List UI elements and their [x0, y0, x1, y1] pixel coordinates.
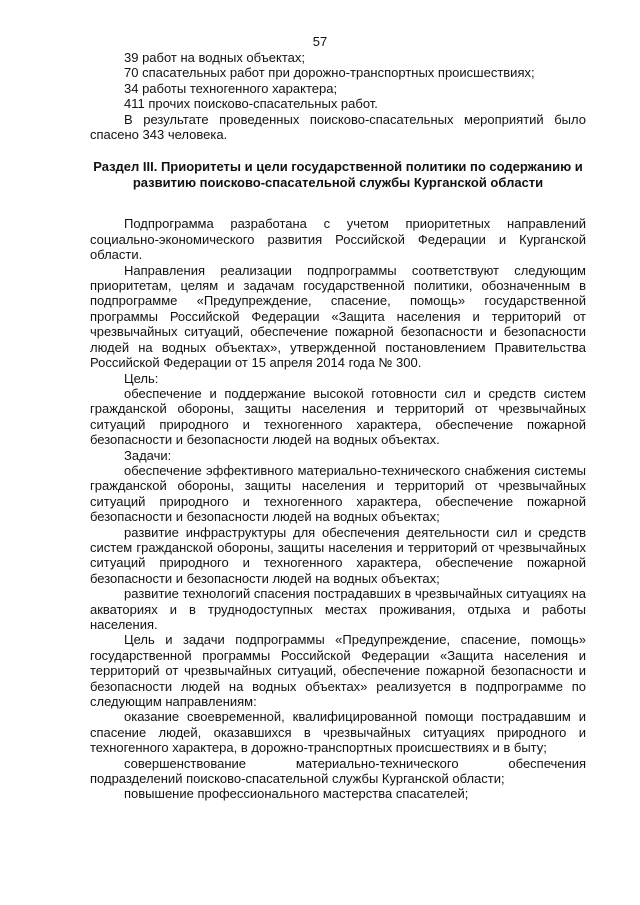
page-number: 57 [312, 34, 328, 49]
paragraph: обеспечение и поддержание высокой готовности сил и средств систем гражданской обороны, защиты населения и территорий от чрезвычайных ситуаций природного и техногенного характера, обеспечение пожарной безопасности и безопасности людей на водных объектах. [90, 385, 586, 448]
paragraph: развитие технологий спасения пострадавших в чрезвычайных ситуациях на акваториях и в труднодоступных местах проживания, отдыха и работы населения. [90, 586, 586, 632]
paragraph: Подпрограмма разработана с учетом приоритетных направлений социально-экономического развития Российской Федерации и Курганской области. [90, 216, 586, 263]
document-body [90, 50, 586, 802]
intro-line: 70 спасательных работ при дорожно-транспортных происшествиях; [124, 65, 535, 81]
paragraph-label-tasks: Задачи: [124, 447, 172, 463]
intro-line: 39 работ на водных объектах; [124, 50, 306, 65]
paragraph-label-goal: Цель: [124, 370, 159, 386]
paragraph: совершенствование материально-технического обеспечения подразделений поисково-спасательной службы Курганской области; [90, 755, 586, 787]
section-heading: Раздел III. Приоритеты и цели государственной политики по содержанию и развитию поисково-спасательной службы Курганской области [93, 159, 583, 191]
intro-line: 34 работы техногенного характера; [124, 80, 338, 96]
intro-line: В результате проведенных поисково-спасательных мероприятий было спасено 343 человека. [90, 111, 586, 143]
paragraph: оказание своевременной, квалифицированной помощи пострадавшим и спасение людей, оказавшихся в чрезвычайных ситуациях природного и техногенного характера, в дорожно-транспортных происшествиях и в быту; [90, 709, 586, 756]
paragraph: повышение профессионального мастерства спасателей; [124, 786, 469, 802]
paragraph: Направления реализации подпрограммы соответствуют следующим приоритетам, целям и задачам государственной политики, обозначенным в подпрограмме «Предупреждение, спасение, помощь» государственной программы Российской Федерации «Защита населения и территорий от чрезвычайных ситуаций, обеспечение пожарной безопасности и безопасности людей на водных объектах», утвержденной постановлением Правительства Российской Федерации от 15 апреля 2014 года № 300. [90, 262, 586, 371]
paragraph: развитие инфраструктуры для обеспечения деятельности сил и средств систем гражданской обороны, защиты населения и территорий от чрезвычайных ситуаций природного и техногенного характера, обеспечение пожарной безопасности и безопасности людей на водных объектах; [90, 524, 586, 586]
intro-line: 411 прочих поисково-спасательных работ. [124, 96, 378, 112]
paragraph: Цель и задачи подпрограммы «Предупреждение, спасение, помощь» государственной программы Российской Федерации «Защита населения и территорий от чрезвычайных ситуаций, обеспечение пожарной безопасности и безопасности людей на водных объектах» реализуется в подпрограмме по следующим направлениям: [90, 632, 586, 710]
paragraph: обеспечение эффективного материально-технического снабжения системы гражданской обороны, защиты населения и территорий от чрезвычайных ситуаций природного и техногенного характера, обеспечение пожарной безопасности и безопасности людей на водных объектах; [90, 462, 586, 525]
